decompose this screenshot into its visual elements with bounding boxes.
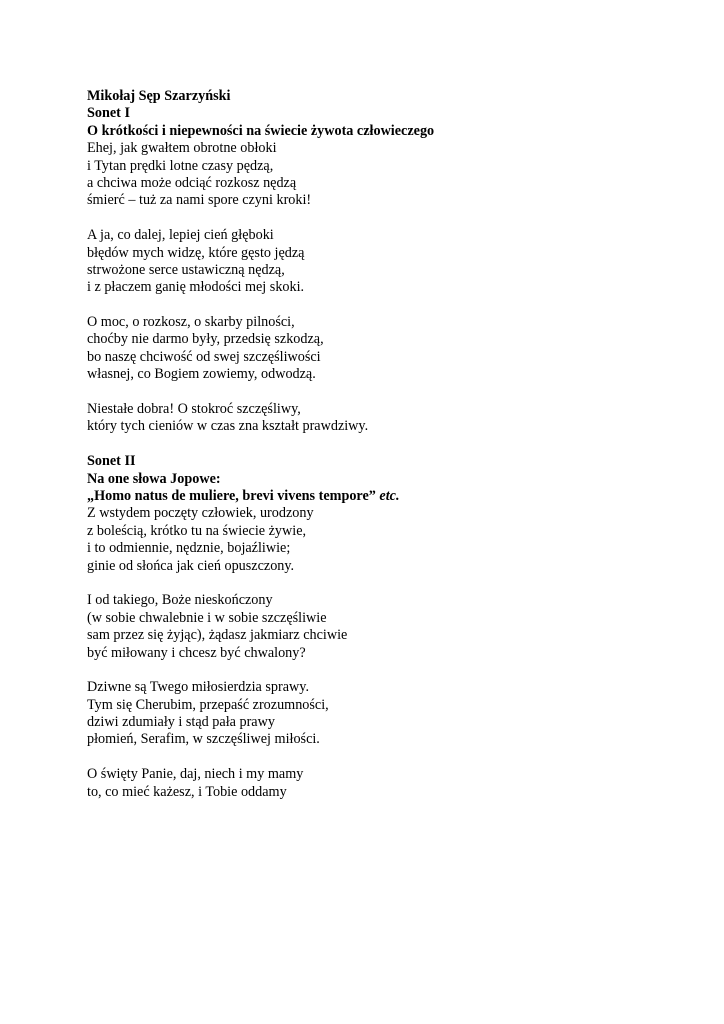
stanza-gap <box>87 662 687 679</box>
verse-line: dziwi zdumiały i stąd pała prawy <box>87 714 275 731</box>
sonnet1-subtitle: O krótkości i niepewności na świecie żywota człowieczego <box>87 122 435 139</box>
verse-line: sam przez się żyjąc), żądasz jakmiarz chciwie <box>87 627 348 644</box>
sonnet1-stanza1 <box>87 140 687 210</box>
verse-line: A ja, co dalej, lepiej cień głęboki <box>87 227 274 244</box>
sonnet2-latin-quote <box>87 488 687 505</box>
latin-quote-etc: etc. <box>379 487 400 504</box>
verse-line: być miłowany i chcesz być chwalony? <box>87 644 306 661</box>
verse-line: ginie od słońca jak cień opuszczony. <box>87 557 295 574</box>
verse-line: i to odmiennie, nędznie, bojaźliwie; <box>87 540 291 557</box>
document-page <box>87 88 687 801</box>
verse-line: płomień, Serafim, w szczęśliwej miłości. <box>87 731 320 748</box>
latin-quote-text: „Homo natus de muliere, brevi vivens tempore” <box>87 487 376 504</box>
verse-line: (w sobie chwalebnie i w sobie szczęśliwie <box>87 609 327 626</box>
sonnet1-stanza4 <box>87 401 687 436</box>
verse-line: choćby nie darmo były, przedsię szkodzą, <box>87 331 324 348</box>
stanza-gap <box>87 297 687 314</box>
verse-line: Niestałe dobra! O stokroć szczęśliwy, <box>87 401 301 418</box>
verse-line: Dziwne są Twego miłosierdzia sprawy. <box>87 679 310 696</box>
verse-line: śmierć – tuż za nami spore czyni kroki! <box>87 192 312 209</box>
sonnet2-stanza2 <box>87 592 687 662</box>
sonnet2-stanza4 <box>87 766 687 801</box>
verse-line: O święty Panie, daj, niech i my mamy <box>87 766 304 783</box>
sonnet1-title: Sonet I <box>87 105 130 122</box>
stanza-gap <box>87 436 687 453</box>
author-heading: Mikołaj Sęp Szarzyński <box>87 88 231 104</box>
stanza-gap <box>87 384 687 401</box>
verse-line: Tym się Cherubim, przepaść zrozumności, <box>87 696 329 713</box>
verse-line: Z wstydem poczęty człowiek, urodzony <box>87 505 314 522</box>
verse-line: własnej, co Bogiem zowiemy, odwodzą. <box>87 366 316 383</box>
sonnet1-stanza3 <box>87 314 687 384</box>
verse-line: który tych cieniów w czas zna kształt prawdziwy. <box>87 418 369 435</box>
stanza-gap <box>87 575 687 592</box>
verse-line: a chciwa może odciąć rozkosz nędzą <box>87 174 297 191</box>
verse-line: I od takiego, Boże nieskończony <box>87 592 273 609</box>
verse-line: to, co mieć każesz, i Tobie oddamy <box>87 783 287 800</box>
verse-line: O moc, o rozkosz, o skarby pilności, <box>87 314 295 331</box>
verse-line: Ehej, jak gwałtem obrotne obłoki <box>87 140 277 157</box>
verse-line: bo naszę chciwość od swej szczęśliwości <box>87 348 321 365</box>
sonnet2-stanza3 <box>87 679 687 749</box>
stanza-gap <box>87 749 687 766</box>
verse-line: i Tytan prędki lotne czasy pędzą, <box>87 157 274 174</box>
sonnet2-title: Sonet II <box>87 453 136 470</box>
verse-line: strwożone serce ustawiczną nędzą, <box>87 261 285 278</box>
sonnet2-stanza1 <box>87 505 687 575</box>
sonnet2-subtitle: Na one słowa Jopowe: <box>87 470 221 487</box>
sonnet1-stanza2 <box>87 227 687 297</box>
verse-line: błędów mych widzę, które gęsto jędzą <box>87 244 305 261</box>
verse-line: i z płaczem ganię młodości mej skoki. <box>87 279 305 296</box>
verse-line: z boleścią, krótko tu na świecie żywie, <box>87 522 307 539</box>
stanza-gap <box>87 210 687 227</box>
